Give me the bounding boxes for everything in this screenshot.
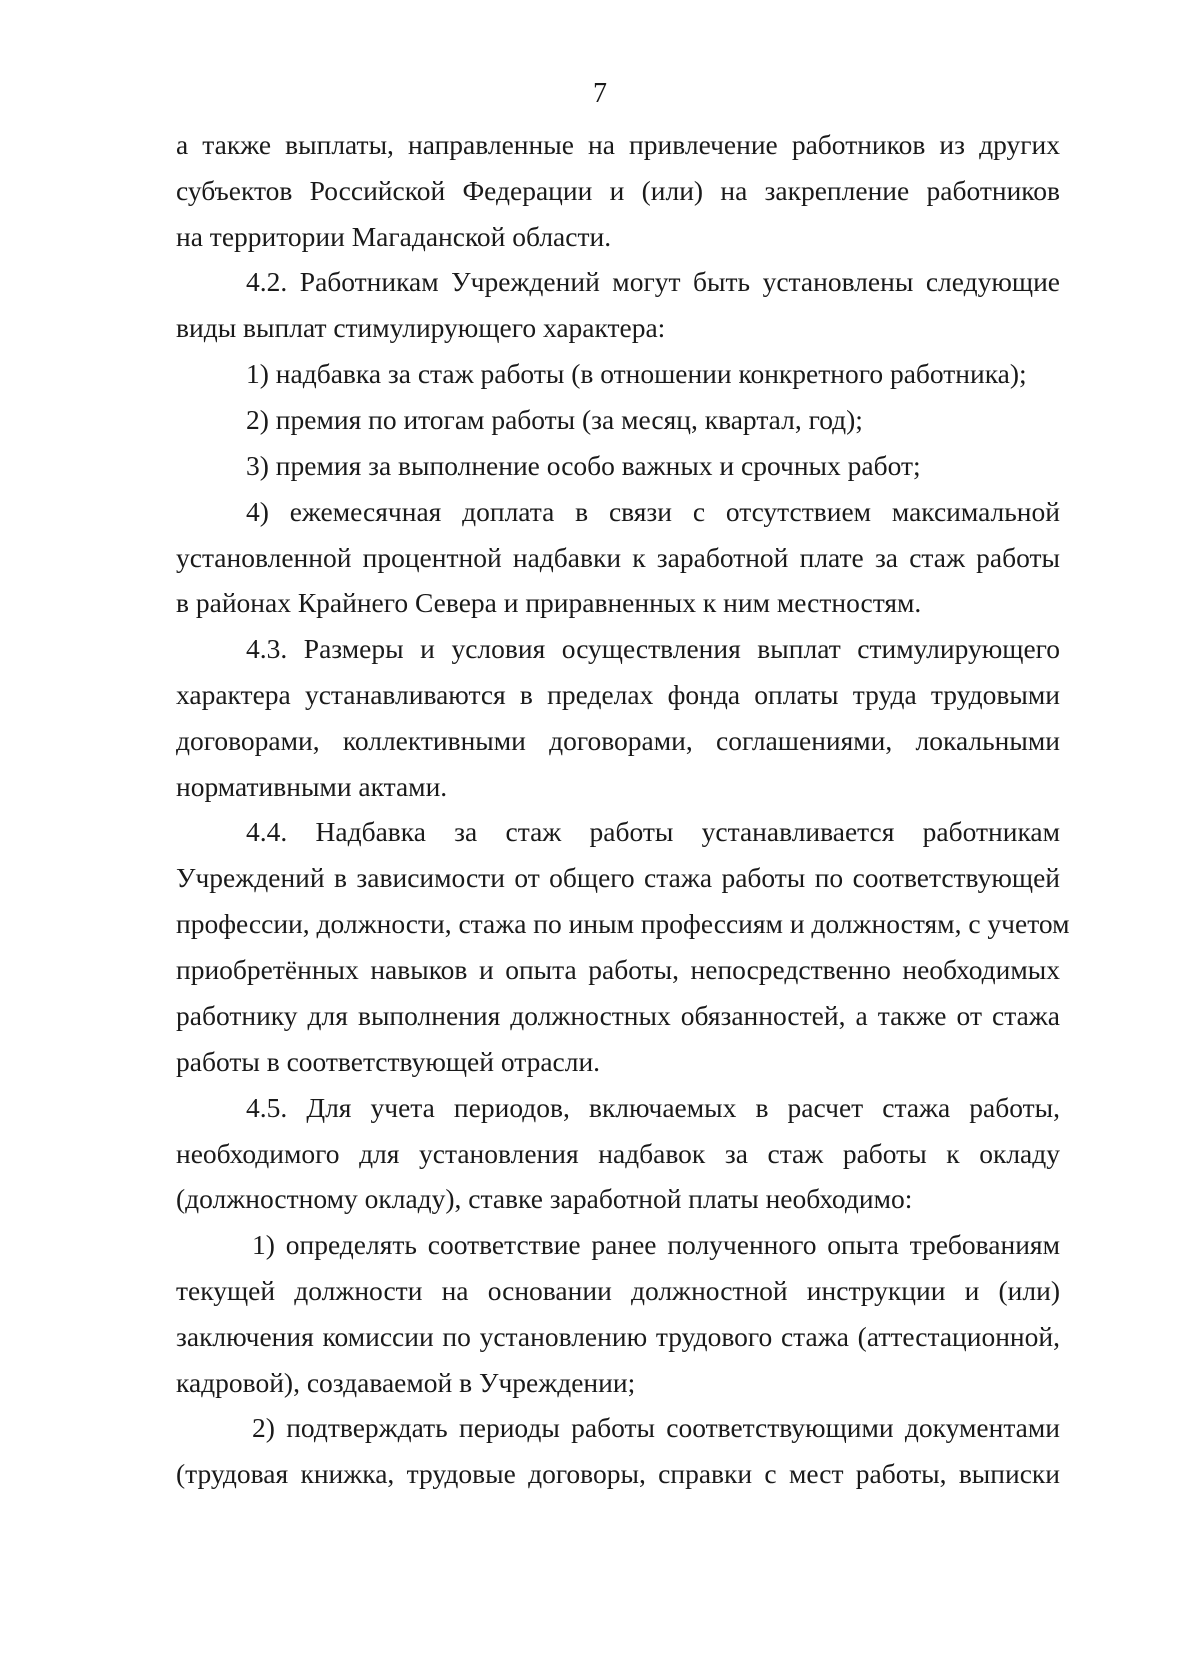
text-line: в районах Крайнего Севера и приравненных к ним местностям. — [176, 587, 922, 618]
list-item: 1) надбавка за стаж работы (в отношении конкретного работника); — [246, 358, 1027, 389]
text-line: профессии, должности, стажа по иным профессиям и должностям, с учетом — [176, 908, 1070, 939]
text-line: (должностному окладу), ставке заработной платы необходимо: — [176, 1183, 913, 1214]
text-line: работнику для выполнения должностных обязанностей, а также от стажа — [176, 1000, 1060, 1031]
text-line: а также выплаты, направленные на привлечение работников из других — [176, 129, 1060, 160]
list-item: 1) определять соответствие ранее полученного опыта требованиям — [252, 1229, 1060, 1260]
text-line: (трудовая книжка, трудовые договоры, справки с мест работы, выписки — [176, 1458, 1060, 1489]
text-line: договорами, коллективными договорами, соглашениями, локальными — [176, 725, 1060, 756]
text-line: характера устанавливаются в пределах фонда оплаты труда трудовыми — [176, 679, 1060, 710]
text-line: 4.5. Для учета периодов, включаемых в расчет стажа работы, — [246, 1092, 1060, 1123]
text-line: нормативными актами. — [176, 771, 448, 802]
text-line: установленной процентной надбавки к заработной плате за стаж работы — [176, 542, 1060, 573]
text-line: работы в соответствующей отрасли. — [176, 1046, 601, 1077]
text-line: субъектов Российской Федерации и (или) на закрепление работников — [176, 175, 1060, 206]
text-line: необходимого для установления надбавок за стаж работы к окладу — [176, 1138, 1060, 1169]
list-item: 3) премия за выполнение особо важных и срочных работ; — [246, 450, 921, 481]
text-line: Учреждений в зависимости от общего стажа работы по соответствующей — [176, 862, 1060, 893]
text-line: приобретённых навыков и опыта работы, непосредственно необходимых — [176, 954, 1060, 985]
text-line: 4.3. Размеры и условия осуществления выплат стимулирующего — [246, 633, 1060, 664]
text-line: 4.2. Работникам Учреждений могут быть установлены следующие — [246, 266, 1060, 297]
text-line: кадровой), создаваемой в Учреждении; — [176, 1367, 636, 1398]
page-number: 7 — [593, 78, 607, 109]
list-item: 4) ежемесячная доплата в связи с отсутствием максимальной — [246, 496, 1060, 527]
text-line: заключения комиссии по установлению трудового стажа (аттестационной, — [176, 1321, 1060, 1352]
text-line: текущей должности на основании должностной инструкции и (или) — [176, 1275, 1060, 1306]
list-item: 2) подтверждать периоды работы соответствующими документами — [252, 1412, 1060, 1443]
text-line: 4.4. Надбавка за стаж работы устанавливается работникам — [246, 816, 1060, 847]
text-line: виды выплат стимулирующего характера: — [176, 312, 666, 343]
list-item: 2) премия по итогам работы (за месяц, квартал, год); — [246, 404, 863, 435]
text-line: на территории Магаданской области. — [176, 221, 612, 252]
